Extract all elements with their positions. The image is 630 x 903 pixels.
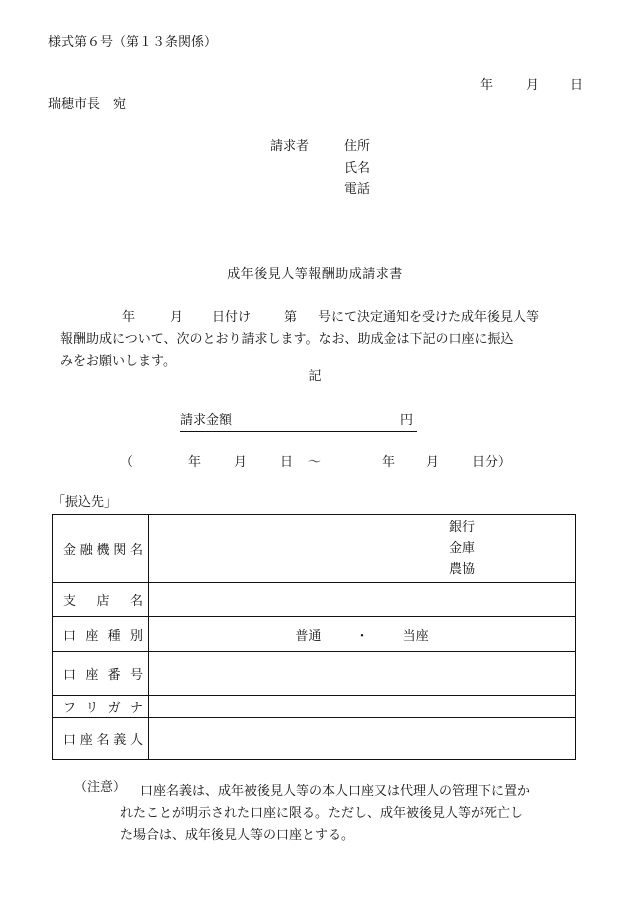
document-title: 成年後見人等報酬助成請求書 <box>227 267 403 282</box>
account-type-field[interactable] <box>149 617 576 652</box>
form-number: 様式第６号（第１３条関係） <box>48 35 218 50</box>
institution-type-shinkin: 金庫 <box>449 541 476 556</box>
account-number-field[interactable] <box>149 652 576 696</box>
notes-body <box>120 781 582 847</box>
amount-label: 請求金額 <box>180 413 233 428</box>
ki-label: 記 <box>308 369 322 384</box>
requester-phone-label: 電話 <box>344 182 371 197</box>
institution-type-bank: 銀行 <box>449 520 476 535</box>
date-year: 年 <box>480 78 494 93</box>
furigana-label: フ リ ガ ナ <box>53 696 149 718</box>
period-tilde: 〜 <box>308 455 322 470</box>
amount-unit: 円 <box>399 413 413 428</box>
requester-address-label: 住所 <box>344 139 371 154</box>
account-number-label: 口 座 番 号 <box>53 652 149 696</box>
period-year-1: 年 <box>188 455 202 470</box>
body-line-1-rest: 号にて決定通知を受けた成年後見人等 <box>318 310 540 325</box>
period-day-2: 日分） <box>472 455 512 470</box>
period-day-1: 日 <box>280 455 294 470</box>
body-dated: 日付け <box>212 310 252 325</box>
holder-field[interactable] <box>149 718 576 760</box>
row-account-number <box>53 652 576 696</box>
row-holder <box>53 718 576 760</box>
branch-label: 支 店 名 <box>53 583 149 617</box>
period-row <box>120 456 520 472</box>
notes-line-3: た場合は、成年後見人等の口座とする。 <box>120 828 355 843</box>
date-day: 日 <box>570 78 584 93</box>
requester-name-label: 氏名 <box>344 161 371 176</box>
period-year-2: 年 <box>382 455 396 470</box>
account-type-separator: ・ <box>355 628 369 644</box>
row-institution <box>53 515 576 583</box>
period-open: （ <box>120 455 134 470</box>
period-month-2: 月 <box>426 455 440 470</box>
body-month: 月 <box>170 310 184 325</box>
period-month-1: 月 <box>234 455 248 470</box>
row-furigana <box>53 696 576 718</box>
institution-field[interactable] <box>149 515 576 583</box>
account-type-current[interactable]: 当座 <box>402 628 429 644</box>
notes-line-2: れたことが明示された口座に限る。ただし、成年被後見人等が死亡し <box>120 806 524 821</box>
amount-line <box>180 414 417 432</box>
request-body <box>60 307 585 373</box>
requester-label: 請求者 <box>270 139 310 154</box>
furigana-field[interactable] <box>149 696 576 718</box>
row-account-type <box>53 617 576 652</box>
row-branch <box>53 583 576 617</box>
institution-label: 金 融 機 関 名 <box>53 515 149 583</box>
notes-heading: （注意） <box>74 780 127 795</box>
account-type-normal[interactable]: 普通 <box>295 628 322 644</box>
body-line-1 <box>60 307 585 329</box>
body-line-2: 報酬助成について、次のとおり請求します。なお、助成金は下記の口座に振込 <box>60 332 514 347</box>
transfer-section-label: 「振込先」 <box>52 495 118 510</box>
body-line-3: みをお願いします。 <box>60 354 176 369</box>
date-month: 月 <box>526 78 540 93</box>
body-year: 年 <box>122 310 136 325</box>
notes-line-1: 口座名義は、成年被後見人等の本人口座又は代理人の管理下に置か <box>140 784 531 799</box>
body-no: 第 <box>284 310 298 325</box>
account-type-label: 口 座 種 別 <box>53 617 149 652</box>
recipient: 瑞穂市長 宛 <box>48 97 127 112</box>
institution-type-agri: 農協 <box>449 562 476 577</box>
branch-field[interactable] <box>149 583 576 617</box>
bank-account-table <box>52 514 576 760</box>
holder-label: 口 座 名 義 人 <box>53 718 149 760</box>
